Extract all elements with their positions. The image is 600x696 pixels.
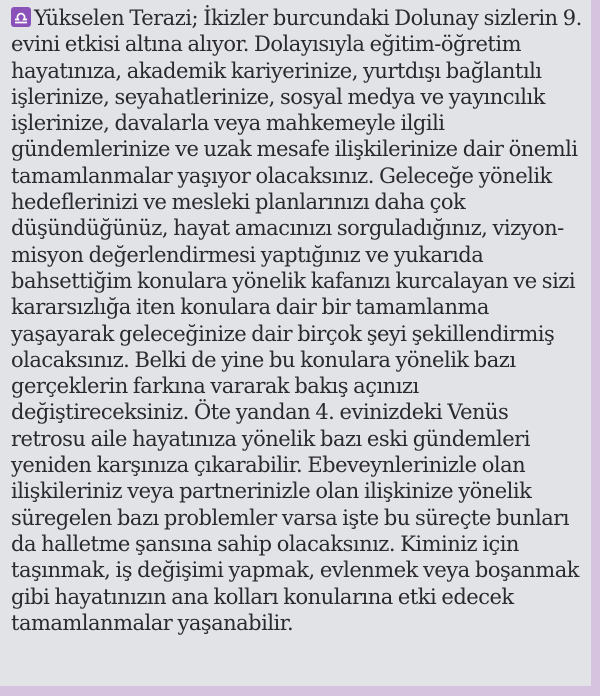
libra-icon	[11, 7, 31, 27]
post-body: Yükselen Terazi; İkizler burcundaki Dolunay sizlerin 9. evini etkisi altına alıyor. Dolayısıyla eğitim-öğretim hayatınıza, akademik kariyerinize, yurtdışı bağlantılı işlerinize, seyahatlerinize, sosyal medya ve yayıncılık işlerinize, davalarla veya mahkemeyle ilgili gündemlerinize ve uzak mesafe ilişkilerinize dair önemli tamamlanmalar yaşıyor olacaksınız. Geleceğe yönelik hedeflerinizi ve mesleki planlarınızı daha çok düşündüğünüz, hayat amacınızı sorguladığınız, vizyon-misyon değerlendirmesi yaptığınız ve yukarıda bahsettiğim konulara yönelik kafanızı kurcalayan ve sizi kararsızlığa iten konulara dair bir tamamlanma yaşayarak geleceğinize dair birçok şeyi şekillendirmiş olacaksınız. Belki de yine bu konulara yönelik bazı gerçeklerin farkına vararak bakış açınızı değiştireceksiniz. Öte yandan 4. evinizdeki Venüs retrosu aile hayatınıza yönelik bazı eski gündemleri yeniden karşınıza çıkarabilir. Ebeveynlerinizle olan ilişkileriniz veya partnerinizle olan ilişkinize yönelik süregelen bazı problemler varsa işte bu süreçte bunları da halletme şansına sahip olacaksınız. Kiminiz için taşınmak, iş değişimi yapmak, evlenmek veya boşanmak gibi hayatınızın ana kolları konularına etki edecek tamamlanmalar yaşanabilir.	[11, 6, 582, 635]
horoscope-text	[11, 5, 583, 636]
